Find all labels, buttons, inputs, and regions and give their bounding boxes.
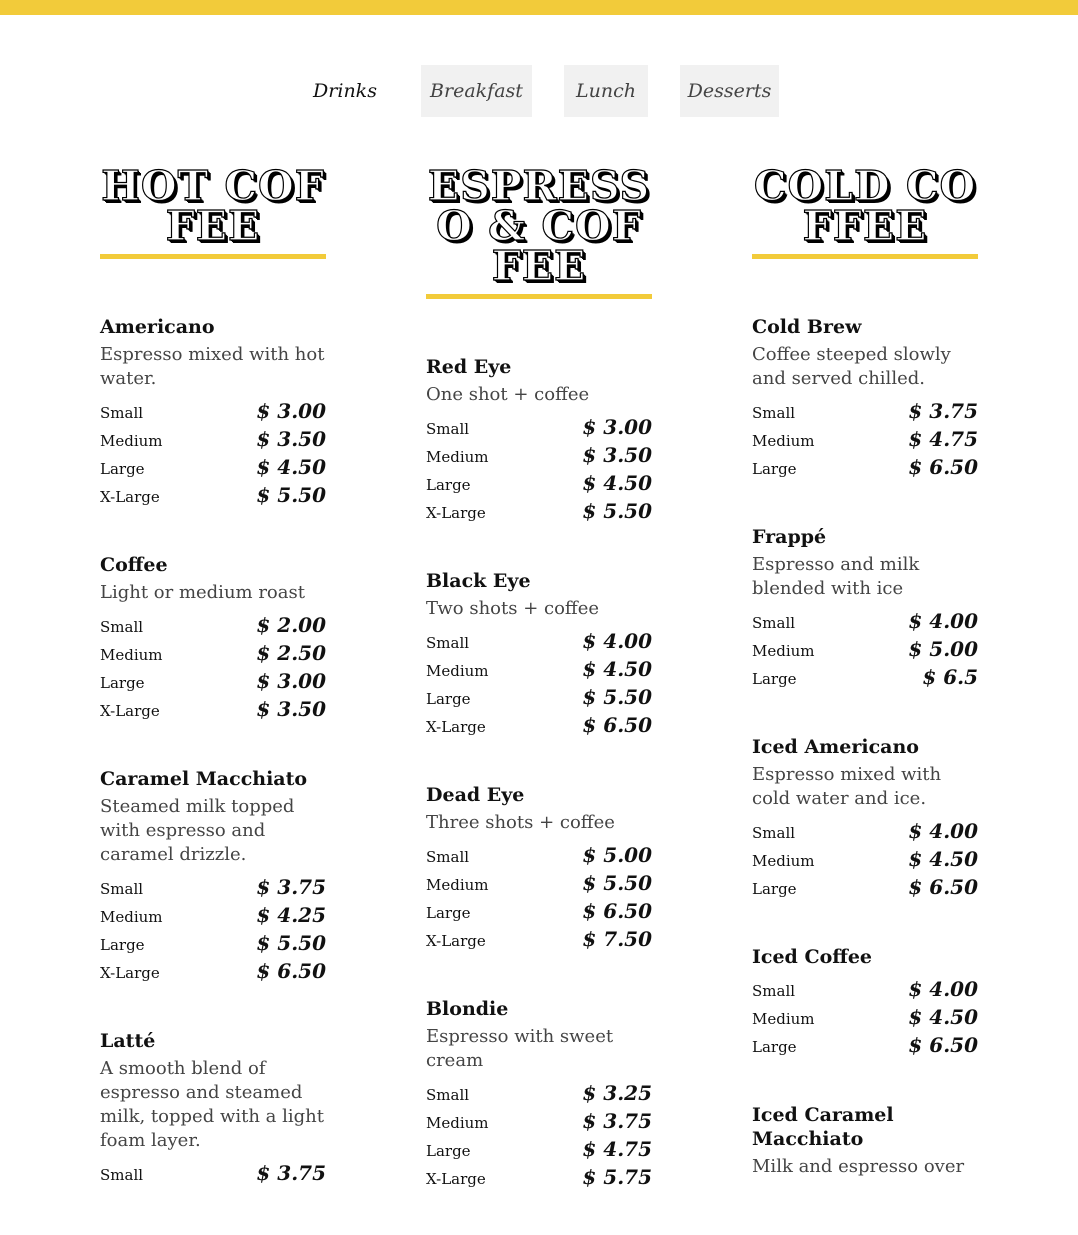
size-label: Small	[752, 982, 796, 1000]
size-price: $ 5.50	[582, 685, 652, 709]
size-label: Small	[100, 1166, 144, 1184]
size-price-list	[100, 1161, 326, 1189]
menu-item	[752, 525, 978, 693]
menu-item-name: Red Eye	[426, 356, 512, 378]
size-label: Small	[426, 634, 470, 652]
menu-item-name: Americano	[100, 316, 215, 338]
size-label: Small	[752, 404, 796, 422]
size-price-row	[752, 427, 978, 455]
menu-item	[426, 355, 652, 527]
size-price-row	[100, 399, 326, 427]
size-price-list	[752, 399, 978, 483]
size-price-row	[752, 1033, 978, 1061]
size-label: Small	[100, 618, 144, 636]
menu-item-name: Latté	[100, 1030, 156, 1052]
size-price-row	[752, 399, 978, 427]
size-price-list	[426, 629, 652, 741]
size-price: $ 4.00	[582, 629, 652, 653]
size-label: X-Large	[426, 1170, 486, 1188]
size-price: $ 3.25	[582, 1081, 652, 1105]
menu-item	[426, 997, 652, 1193]
size-price: $ 5.50	[256, 931, 326, 955]
size-label: Medium	[426, 1114, 489, 1132]
size-price: $ 6.50	[908, 1033, 978, 1057]
size-price-list	[752, 977, 978, 1061]
size-price-row	[100, 455, 326, 483]
size-label: Medium	[100, 908, 163, 926]
size-label: Large	[752, 460, 797, 478]
menu-item-name: Iced Caramel Macchiato	[752, 1104, 894, 1150]
size-price-row	[426, 685, 652, 713]
column-hot-coffee	[100, 160, 326, 1231]
menu-item	[426, 783, 652, 955]
menu-tabs	[0, 65, 1078, 117]
size-price: $ 6.50	[582, 899, 652, 923]
size-price: $ 3.50	[582, 443, 652, 467]
menu-item-description: Milk and espresso over	[752, 1156, 965, 1177]
size-label: X-Large	[100, 702, 160, 720]
size-price: $ 3.50	[256, 697, 326, 721]
size-price-row	[426, 1165, 652, 1193]
column-cold-coffee	[752, 160, 978, 1221]
size-label: Medium	[426, 876, 489, 894]
size-price-list	[752, 819, 978, 903]
size-price: $ 5.50	[256, 483, 326, 507]
size-price-row	[752, 819, 978, 847]
tab-desserts[interactable]: Desserts	[680, 65, 779, 117]
menu-item-description: Coffee steeped slowly and served chilled.	[752, 344, 951, 389]
menu-item-name: Dead Eye	[426, 784, 525, 806]
size-price-list	[100, 875, 326, 987]
size-label: Medium	[426, 448, 489, 466]
menu-item-description: Espresso with sweet cream	[426, 1026, 614, 1071]
size-price-list	[100, 613, 326, 725]
menu-item	[426, 569, 652, 741]
column-title: COLD COFFEE	[753, 162, 977, 250]
size-price-row	[752, 847, 978, 875]
size-label: Large	[426, 690, 471, 708]
size-price-row	[426, 657, 652, 685]
menu-item-description: Light or medium roast	[100, 582, 305, 603]
size-price-row	[426, 713, 652, 741]
size-price-row	[426, 1137, 652, 1165]
size-price-row	[752, 1005, 978, 1033]
size-price: $ 3.75	[256, 1161, 326, 1185]
size-price-row	[426, 443, 652, 471]
size-price: $ 3.75	[256, 875, 326, 899]
size-price: $ 3.00	[582, 415, 652, 439]
size-price-row	[100, 427, 326, 455]
size-price-row	[100, 613, 326, 641]
column-title-underline	[752, 254, 978, 259]
size-label: Large	[426, 1142, 471, 1160]
column-title-underline	[100, 254, 326, 259]
size-price-row	[752, 609, 978, 637]
column-title: HOT COFFEE	[101, 162, 325, 250]
size-label: Large	[752, 1038, 797, 1056]
size-label: X-Large	[426, 504, 486, 522]
tab-breakfast[interactable]: Breakfast	[421, 65, 532, 117]
size-price: $ 4.50	[256, 455, 326, 479]
size-price: $ 4.25	[256, 903, 326, 927]
size-price-row	[426, 1081, 652, 1109]
menu-item-description: Two shots + coffee	[426, 598, 600, 619]
size-price-row	[426, 629, 652, 657]
size-label: X-Large	[100, 964, 160, 982]
size-label: Small	[100, 880, 144, 898]
size-price-row	[100, 875, 326, 903]
size-price: $ 3.00	[256, 669, 326, 693]
menu-item-name: Cold Brew	[752, 316, 862, 338]
menu-item	[752, 315, 978, 483]
size-price: $ 4.00	[908, 609, 978, 633]
size-price-row	[100, 697, 326, 725]
size-label: Small	[426, 848, 470, 866]
menu-item-description: Espresso and milk blended with ice	[752, 554, 920, 599]
size-price: $ 4.00	[908, 819, 978, 843]
size-label: Small	[100, 404, 144, 422]
size-label: Large	[426, 904, 471, 922]
size-price-row	[426, 471, 652, 499]
size-price-row	[752, 875, 978, 903]
size-price: $ 5.50	[582, 871, 652, 895]
menu-item-name: Caramel Macchiato	[100, 768, 308, 790]
size-price: $ 3.50	[256, 427, 326, 451]
size-price-row	[426, 871, 652, 899]
tab-lunch[interactable]: Lunch	[564, 65, 648, 117]
size-price: $ 6.50	[256, 959, 326, 983]
size-price: $ 5.00	[908, 637, 978, 661]
size-label: Large	[100, 936, 145, 954]
size-price-row	[100, 483, 326, 511]
size-price: $ 4.50	[908, 847, 978, 871]
size-price: $ 3.75	[908, 399, 978, 423]
column-espresso-coffee	[426, 160, 652, 1235]
size-label: Large	[752, 670, 797, 688]
menu-item	[100, 553, 326, 725]
menu-item	[100, 315, 326, 511]
size-price-row	[752, 455, 978, 483]
size-label: X-Large	[426, 718, 486, 736]
size-price-row	[100, 641, 326, 669]
size-label: Large	[426, 476, 471, 494]
size-price-row	[752, 637, 978, 665]
size-price-list	[752, 609, 978, 693]
size-price: $ 5.75	[582, 1165, 652, 1189]
size-price: $ 6.5	[922, 665, 978, 689]
size-price-list	[426, 843, 652, 955]
tab-drinks[interactable]: Drinks	[313, 80, 377, 102]
size-price-row	[100, 931, 326, 959]
size-label: Small	[426, 1086, 470, 1104]
menu-item-name: Iced Americano	[752, 736, 919, 758]
size-price: $ 6.50	[908, 455, 978, 479]
menu-item-description: Espresso mixed with hot water.	[100, 344, 325, 389]
size-price: $ 6.50	[582, 713, 652, 737]
menu-item-description: Espresso mixed with cold water and ice.	[752, 764, 942, 809]
size-price-row	[426, 1109, 652, 1137]
size-price: $ 4.75	[582, 1137, 652, 1161]
menu-item-description: Steamed milk topped with espresso and caramel drizzle.	[100, 796, 295, 865]
size-price-row	[426, 927, 652, 955]
size-price: $ 4.50	[582, 471, 652, 495]
size-price: $ 4.50	[908, 1005, 978, 1029]
menu-item-name: Iced Coffee	[752, 946, 873, 968]
size-price: $ 5.00	[582, 843, 652, 867]
size-price-list	[100, 399, 326, 511]
size-price-row	[426, 415, 652, 443]
size-label: Medium	[426, 662, 489, 680]
size-price-row	[100, 959, 326, 987]
size-label: Medium	[752, 1010, 815, 1028]
menu-item-name: Coffee	[100, 554, 168, 576]
size-label: Medium	[752, 642, 815, 660]
size-price-row	[426, 499, 652, 527]
menu-item-description: Three shots + coffee	[426, 812, 615, 833]
size-price: $ 4.00	[908, 977, 978, 1001]
size-price-row	[752, 665, 978, 693]
menu-item-description: A smooth blend of espresso and steamed milk, topped with a light foam layer.	[100, 1058, 324, 1151]
size-label: X-Large	[100, 488, 160, 506]
size-price: $ 2.00	[256, 613, 326, 637]
size-label: Small	[752, 614, 796, 632]
menu-item	[100, 767, 326, 987]
size-label: Small	[752, 824, 796, 842]
size-label: Large	[100, 674, 145, 692]
size-label: Medium	[100, 432, 163, 450]
menu-item-description: One shot + coffee	[426, 384, 590, 405]
size-price-row	[100, 669, 326, 697]
size-price-row	[426, 843, 652, 871]
size-label: X-Large	[426, 932, 486, 950]
size-price-row	[100, 1161, 326, 1189]
menu-item	[752, 1103, 978, 1179]
menu-item-name: Frappé	[752, 526, 827, 548]
top-accent-bar	[0, 0, 1078, 15]
size-label: Medium	[100, 646, 163, 664]
menu-item	[100, 1029, 326, 1189]
column-title: ESPRESSO & COFFEE	[427, 162, 651, 290]
size-price: $ 4.75	[908, 427, 978, 451]
size-price: $ 4.50	[582, 657, 652, 681]
size-price: $ 6.50	[908, 875, 978, 899]
size-label: Small	[426, 420, 470, 438]
size-label: Large	[752, 880, 797, 898]
size-price-list	[426, 415, 652, 527]
size-price: $ 5.50	[582, 499, 652, 523]
menu-item	[752, 945, 978, 1061]
menu-item	[752, 735, 978, 903]
size-price: $ 3.00	[256, 399, 326, 423]
menu-item-name: Blondie	[426, 998, 509, 1020]
size-label: Medium	[752, 852, 815, 870]
size-price: $ 3.75	[582, 1109, 652, 1133]
size-price-list	[426, 1081, 652, 1193]
size-label: Medium	[752, 432, 815, 450]
size-price-row	[100, 903, 326, 931]
size-price-row	[752, 977, 978, 1005]
size-price: $ 7.50	[582, 927, 652, 951]
column-title-underline	[426, 294, 652, 299]
size-price-row	[426, 899, 652, 927]
size-price: $ 2.50	[256, 641, 326, 665]
size-label: Large	[100, 460, 145, 478]
menu-item-name: Black Eye	[426, 570, 531, 592]
